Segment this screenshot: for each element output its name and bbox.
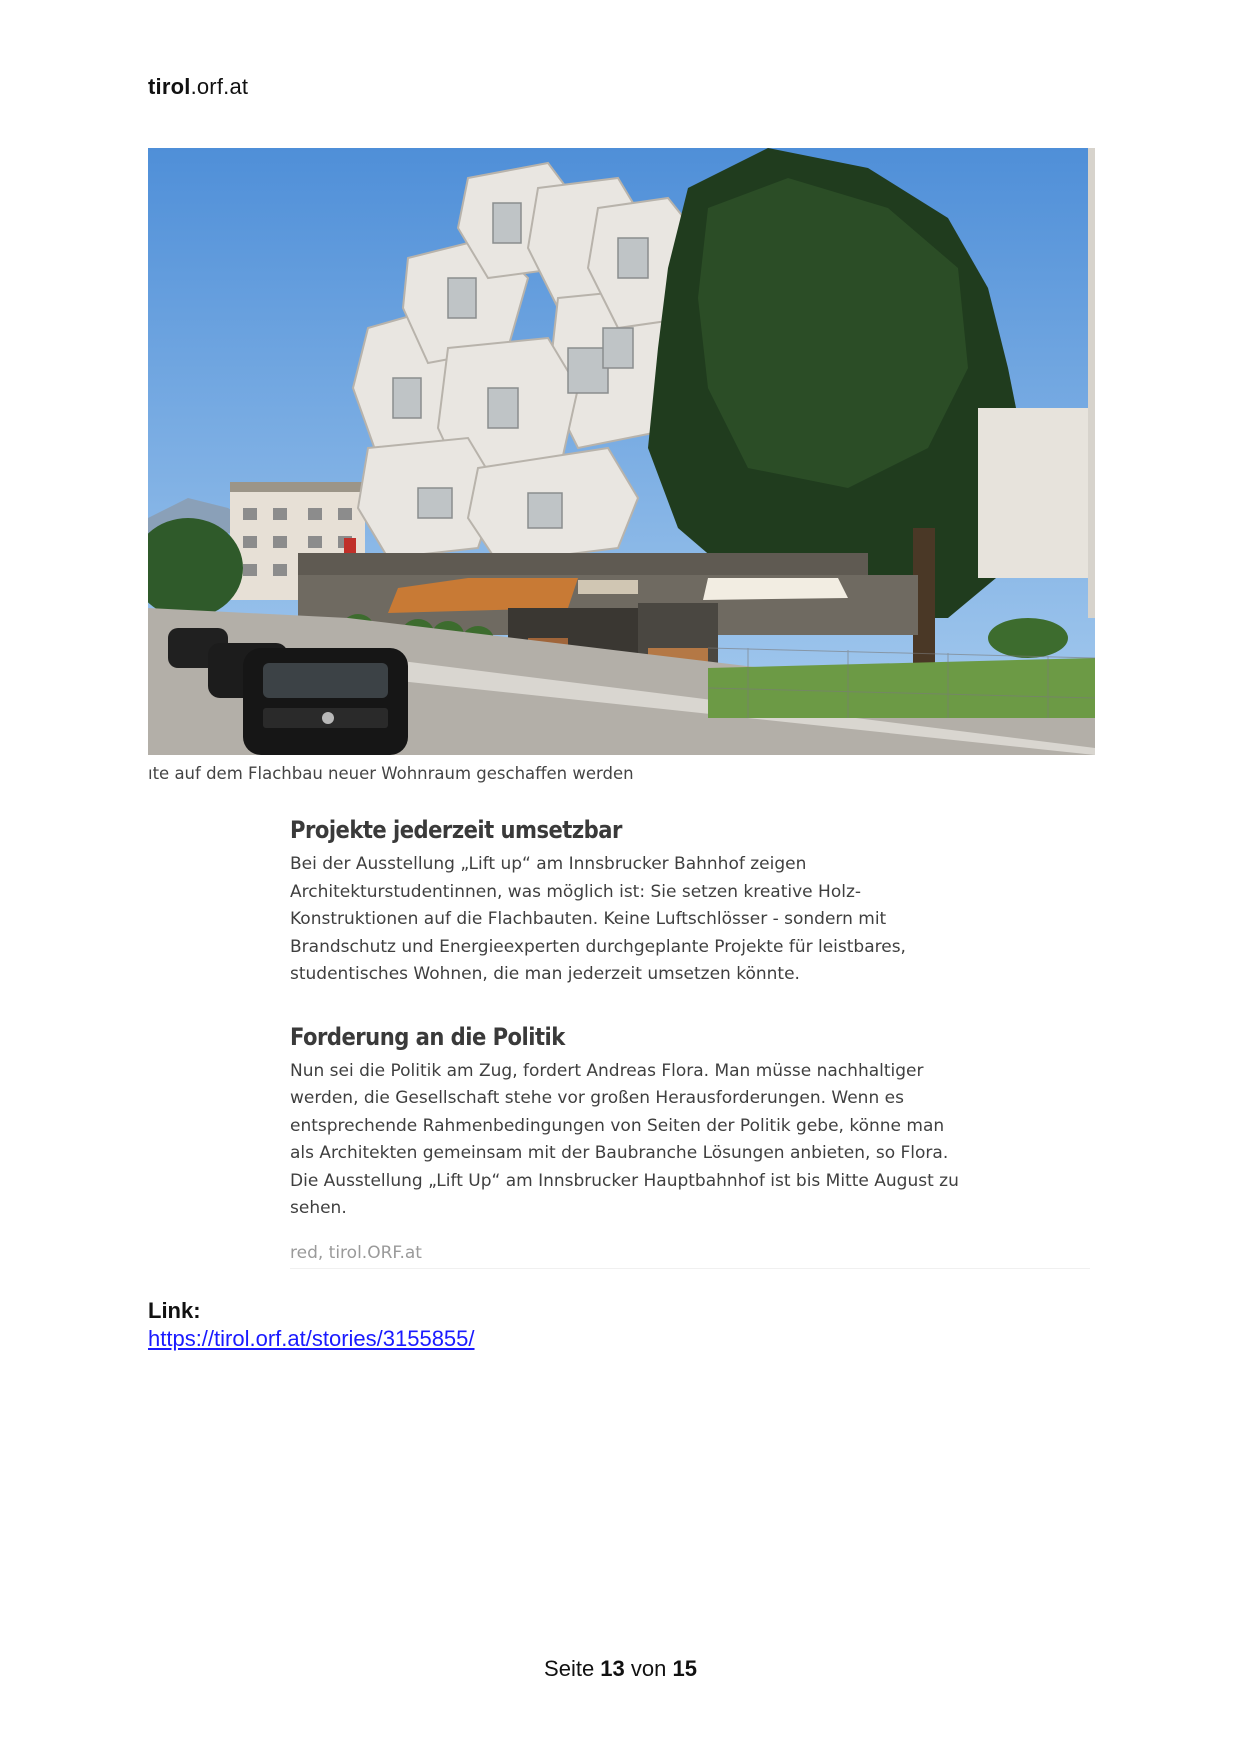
article-byline: red, tirol.ORF.at — [290, 1242, 422, 1263]
article-body — [290, 816, 970, 1263]
section-heading-2: Forderung an die Politik — [290, 1022, 565, 1051]
article-photo — [148, 148, 1095, 755]
article-paragraph-1: Bei der Ausstellung „Lift up“ am Innsbrucker Bahnhof zeigen Architekturstudentinnen, was möglich ist: Sie setzen kreative Holz-Konstruktionen auf die Flachbauten. Keine Luftschlösser - sondern mit Brandschutz und Energieexperten durchgeplante Projekte für leistbares, studentisches Wohnen, die man jederzeit umsetzen könnte. — [290, 854, 906, 984]
site-header — [148, 74, 248, 100]
footer-prefix: Seite — [544, 1656, 601, 1681]
article-paragraph-2: Nun sei die Politik am Zug, fordert Andreas Flora. Man müsse nachhaltiger werden, die Gesellschaft stehe vor großen Herausforderungen. Wenn es entsprechende Rahmenbedingungen von Seiten der Politik gebe, könne man als Architekten gemeinsam mit der Baubranche Lösungen anbieten, so Flora. Die Ausstellung „Lift Up“ am Innsbrucker Hauptbahnhof ist bis Mitte August zu sehen. — [290, 1060, 959, 1218]
divider — [290, 1268, 1090, 1269]
footer-total-pages: 15 — [672, 1656, 697, 1681]
site-name-rest: .orf.at — [190, 74, 249, 99]
source-link[interactable]: https://tirol.orf.at/stories/3155855/ — [148, 1326, 475, 1351]
link-label: Link: — [148, 1298, 201, 1323]
photo-caption: ıte auf dem Flachbau neuer Wohnraum geschaffen werden — [148, 764, 634, 783]
section-heading-1: Projekte jederzeit umsetzbar — [290, 816, 622, 844]
site-name-bold: tirol — [148, 74, 191, 99]
link-block — [148, 1298, 475, 1352]
page-footer — [0, 1656, 1241, 1682]
footer-page-number: 13 — [600, 1656, 625, 1681]
footer-middle: von — [624, 1656, 673, 1681]
